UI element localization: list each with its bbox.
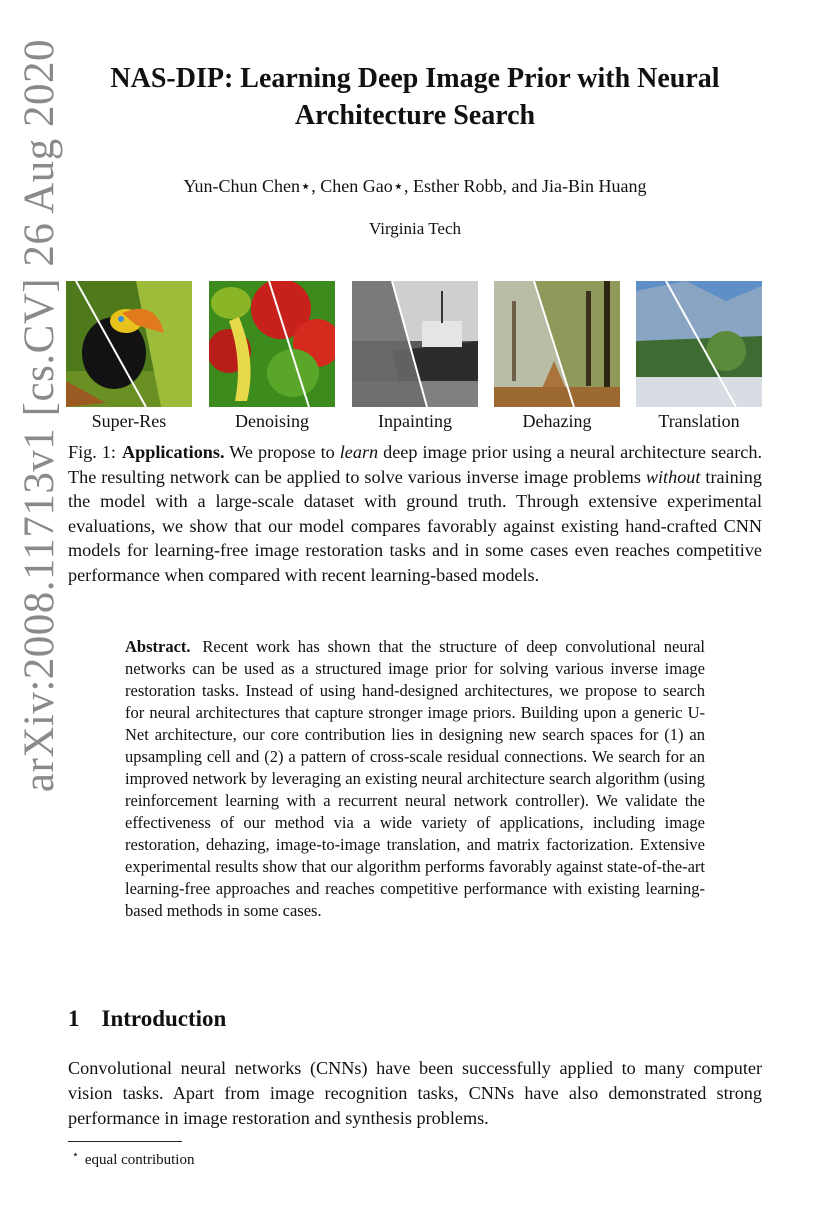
denoising-image (209, 281, 335, 407)
introduction-paragraph: Convolutional neural networks (CNNs) have been successfully applied to many computer vision tasks. Apart from image recognition tasks, CNNs have also demonstrated strong performance in image restoration and synthesis problems. (68, 1058, 762, 1128)
teaser-denoising (209, 281, 335, 432)
section-number: 1 (68, 1006, 80, 1031)
teaser-figure (66, 281, 766, 431)
teaser-caption: Dehazing (522, 411, 592, 431)
teaser-dehazing (494, 281, 620, 432)
footnote-text: equal contribution (84, 1152, 195, 1168)
figure-caption-text: deep image prior using a neural architecture search. The resulting network can be applied to solve various inverse image problems (68, 442, 762, 487)
abstract-text: Recent work has shown that the structure of deep convolutional neural networks can be used as a structured image prior for solving various inverse image restoration tasks. Instead of using hand-designed architectures, we propose to search for neural architectures that capture stronger image priors. Building upon a generic U-Net architecture, our core contribution lies in designing new search spaces for (1) an upsampling cell and (2) a pattern of cross-scale residual connections. We search for an improved network by leveraging an existing neural architecture search algorithm (using reinforcement learning with a recurrent neural network controller). We validate the effectiveness of our method via a wide variety of applications, including image restoration, dehazing, image-to-image translation, and matrix factorization. Extensive experimental results show that our algorithm performs favorably against state-of-the-art learning-free approaches and reaches competitive performance with existing learning-based methods in some cases. (125, 637, 706, 920)
figure-caption-text: training the model with a large-scale dataset with ground truth. Through extensive experimental evaluations, we show that our model compares favorably against existing hand-crafted CNN models for learning-free image restoration tasks and in some cases even reaches competitive performance when compared with recent learning-based models. (68, 466, 762, 585)
figure-label: Fig. 1: (68, 442, 116, 462)
abstract-heading: Abstract. (125, 637, 191, 656)
teaser-caption: Translation (658, 411, 740, 431)
inpainting-image (352, 281, 478, 407)
footnote-rule (68, 1141, 182, 1142)
footnote (72, 1148, 194, 1169)
super-res-image (66, 281, 192, 407)
teaser-super-res (66, 281, 192, 432)
teaser-caption: Inpainting (378, 411, 452, 431)
author-list: Yun-Chun Chen⋆, Chen Gao⋆, Esther Robb, and Jia-Bin Huang (183, 176, 647, 196)
figure-caption (68, 440, 762, 587)
section-title: Introduction (101, 1006, 227, 1031)
teaser-inpainting (352, 281, 478, 432)
section-heading (68, 1006, 226, 1032)
arxiv-identifier-text: arXiv:2008.11713v1 [cs.CV] 26 Aug 2020 (16, 38, 64, 792)
abstract (125, 636, 705, 922)
dehazing-image (494, 281, 620, 407)
arxiv-identifier (12, 38, 68, 792)
footnote-mark: ⋆ (72, 1149, 79, 1161)
teaser-caption: Denoising (235, 411, 309, 431)
teaser-translation (636, 281, 762, 432)
figure-caption-emphasis: learn (339, 442, 379, 462)
figure-caption-title: Applications. (121, 442, 225, 462)
affiliation: Virginia Tech (368, 219, 462, 238)
figure-caption-text: We propose to (229, 442, 340, 462)
paper-title: NAS-DIP: Learning Deep Image Prior with Neural Architecture Search (110, 63, 720, 131)
teaser-caption: Super-Res (91, 411, 167, 431)
figure-caption-emphasis: without (645, 466, 701, 487)
translation-image (636, 281, 762, 407)
